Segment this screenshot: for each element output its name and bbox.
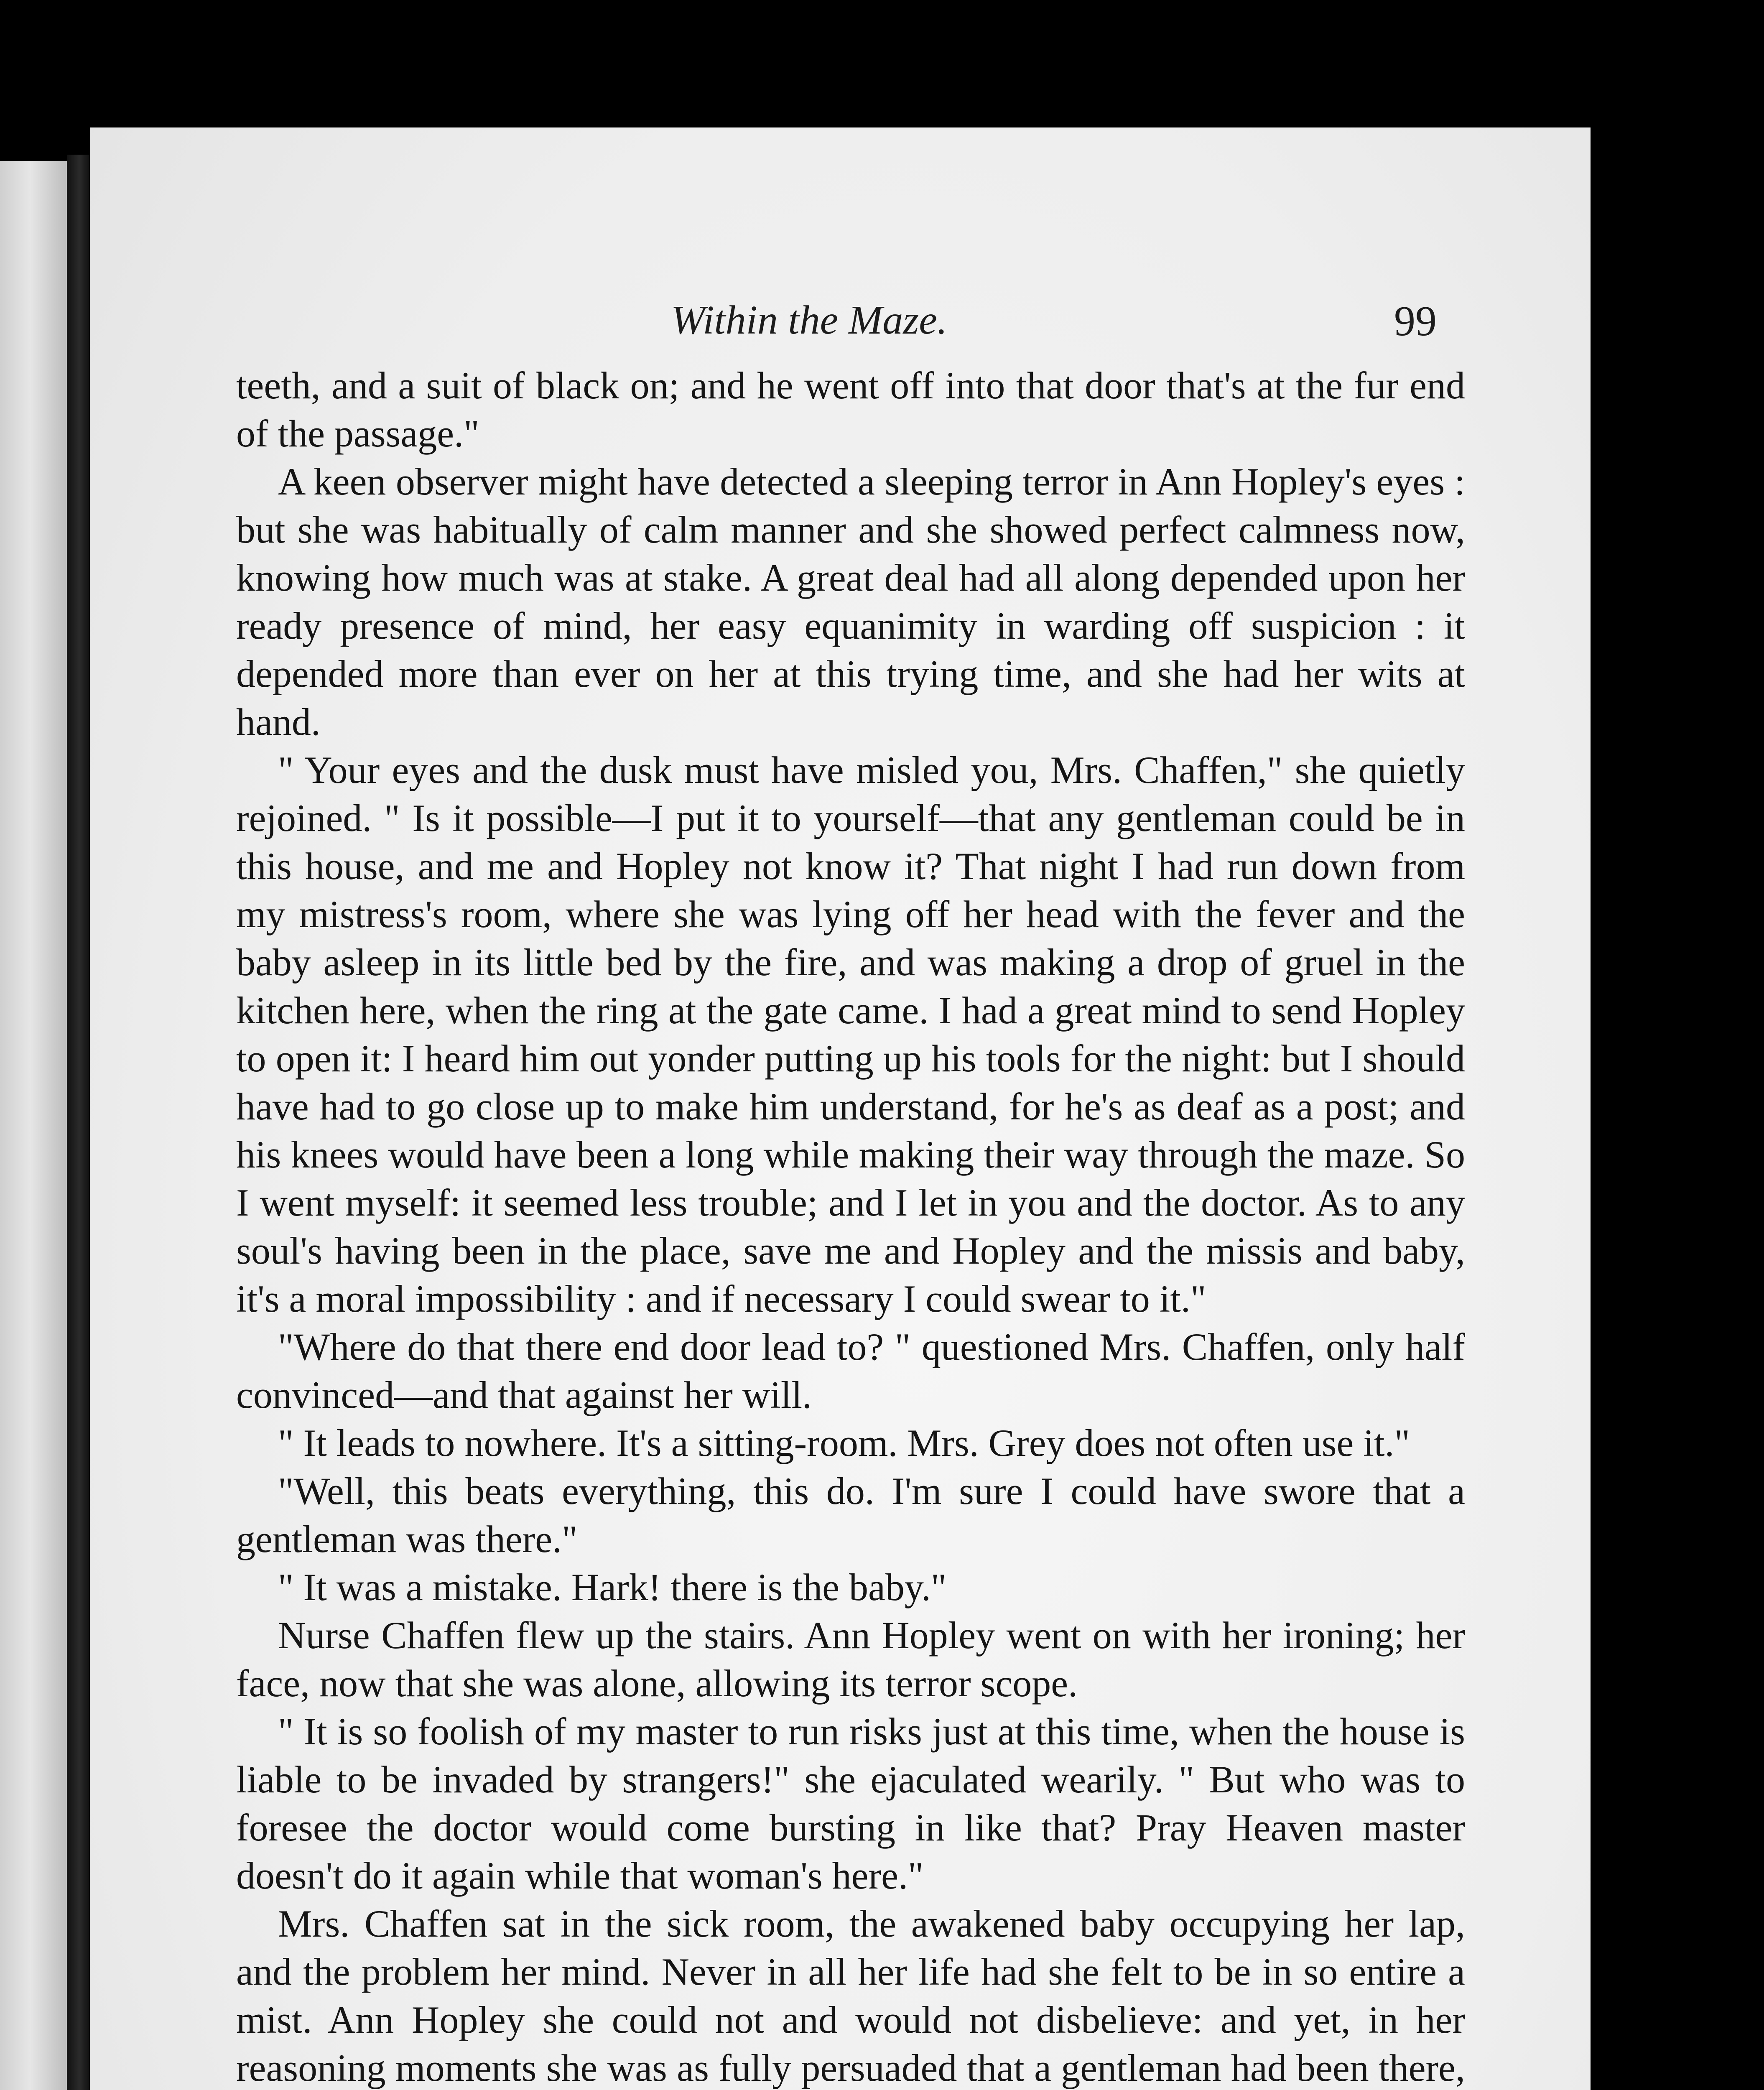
book-page [90, 127, 1591, 2090]
paragraph: " It was a mistake. Hark! there is the baby." [278, 1566, 947, 1608]
paragraph: " It leads to nowhere. It's a sitting-room. Mrs. Grey does not often use it." [278, 1422, 1410, 1464]
body-text [236, 362, 1465, 2090]
paragraph: " Your eyes and the dusk must have misled you, Mrs. Chaffen," she quietly rejoined. " Is it possible—I put it to yourself—that any gentleman could be in this house, and me and Hopley not know it? That night I had run down from my mistress's room, where she was lying off her head with the fever and the baby asleep in its little bed by the fire, and was making a drop of gruel in the kitchen here, when the ring at the gate came. I had a great mind to send Hopley to open it: I heard him out yonder putting up his tools for the night: but I should have had to go close up to make him understand, for he's as deaf as a post; and his knees would have been a long while making their way through the maze. So I went myself: it seemed less trouble; and I let in you and the doctor. As to any soul's having been in the place, save me and Hopley and the missis and baby, it's a moral impossibility : and if necessary I could swear to it." [236, 749, 1465, 1320]
paragraph: " It is so foolish of my master to run risks just at this time, when the house is liable to be invaded by strangers!" she ejaculated wearily. " But who was to foresee the doctor would come bursting in like that? Pray Heaven master doesn't do it again while that woman's here." [236, 1710, 1465, 1897]
book-gutter [67, 155, 92, 2090]
paragraph: A keen observer might have detected a sleeping terror in Ann Hopley's eyes : but she was habitually of calm manner and she showed perfect calmness now, knowing how much was at stake. A great deal had all along depended upon her ready presence of mind, her easy equanimity in warding off suspicion : it depended more than ever on her at this trying time, and she had her wits at hand. [236, 460, 1465, 743]
paragraph: "Well, this beats everything, this do. I'm sure I could have swore that a gentleman was there." [236, 1470, 1465, 1560]
paragraph: "Where do that there end door lead to? " questioned Mrs. Chaffen, only half convinced—and that against her will. [236, 1325, 1465, 1416]
paragraph: Mrs. Chaffen sat in the sick room, the awakened baby occupying her lap, and the problem her mind. Never in all her life had she felt to be in so entire a mist. Ann Hopley she could not and would not disbelieve: and yet, in her reasoning moments she was as fully persuaded that a gentleman had been there, [236, 1902, 1465, 2089]
facing-page-edge [0, 161, 67, 2090]
paragraph: Nurse Chaffen flew up the stairs. Ann Hopley went on with her ironing; her face, now that she was alone, allowing its terror scope. [236, 1614, 1465, 1705]
paragraph: teeth, and a suit of black on; and he went off into that door that's at the fur end of the passage." [236, 364, 1465, 455]
running-head: Within the Maze. [671, 298, 948, 343]
page-number: 99 [1394, 298, 1437, 345]
page-header [90, 293, 1591, 347]
